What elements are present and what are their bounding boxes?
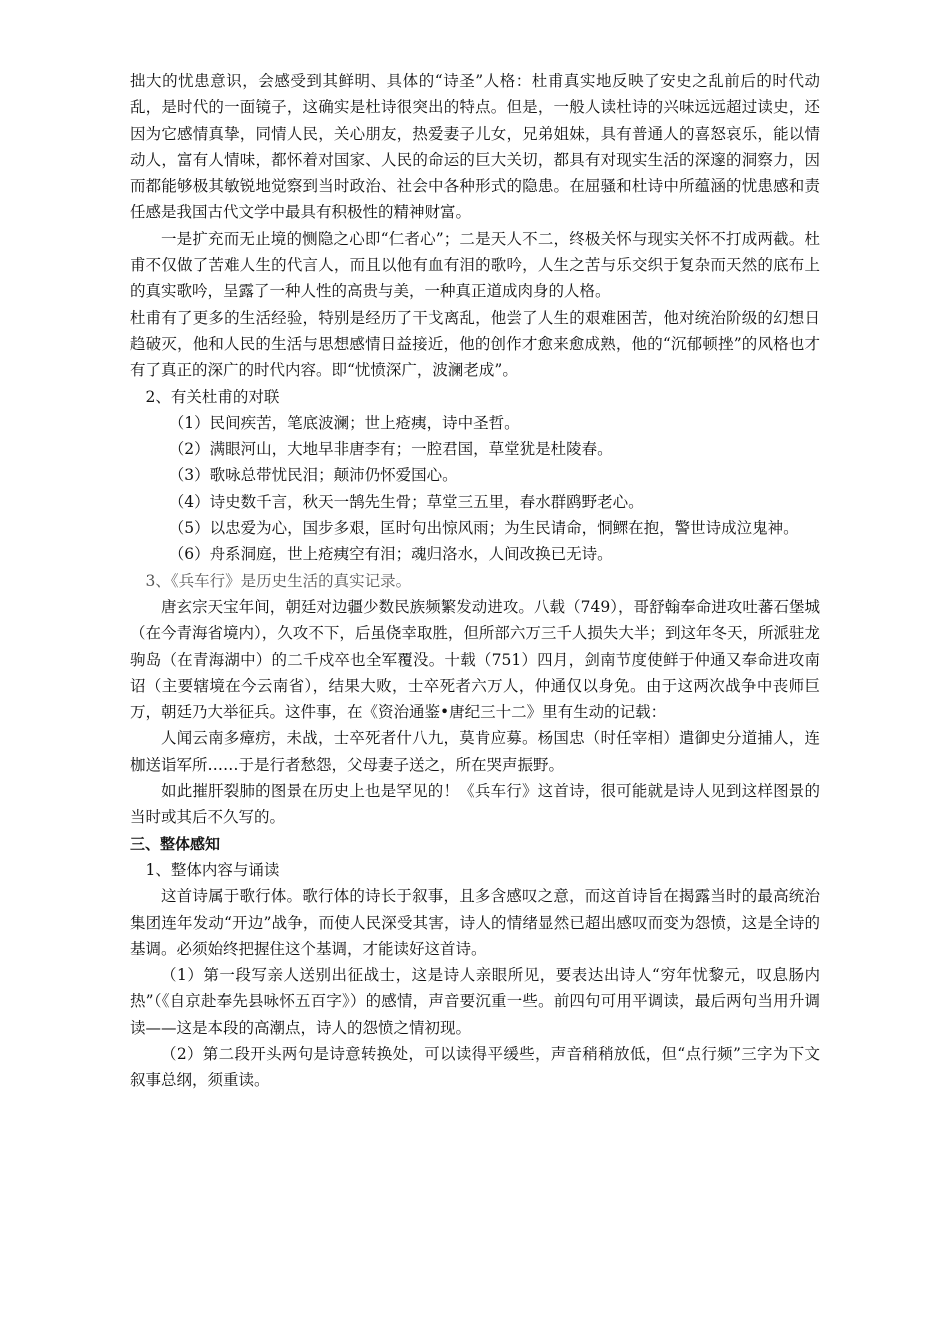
paragraph-rare-scene: 如此摧肝裂肺的图景在历史上也是罕见的！《兵车行》这首诗，很可能就是诗人见到这样图景的当时或其后不久写的。: [130, 782, 820, 827]
couplet-item-6: （6）舟系洞庭，世上疮痍空有泪；魂归洛水，人间改换已无诗。: [168, 545, 613, 564]
document-page: [130, 68, 820, 1094]
bingchexing-heading-text: 3、《兵车行》是历史生活的真实记录。: [145, 571, 412, 590]
couplet-item-5: （5）以忠爱为心，国步多艰，匡时句出惊风雨；为生民请命，恫鳏在抱，警世诗成泣鬼神。: [168, 519, 799, 538]
paragraph-genre: 这首诗属于歌行体。歌行体的诗长于叙事，且多含感叹之意，而这首诗旨在揭露当时的最高统治集团连年发动“开边”战争，而使人民深受其害，诗人的情绪显然已超出感叹而变为怨愤，这是全诗的基调。必须始终把握住这个基调，才能读好这首诗。: [130, 887, 820, 958]
couplet-item-2: （2）满眼河山，大地早非唐李有；一腔君国，草堂犹是杜陵春。: [168, 440, 613, 459]
couplet-item-4: （4）诗史数千言，秋天一鹄先生骨；草堂三五里，春水群鸥野老心。: [168, 492, 644, 511]
section-heading-bingchexing: [130, 568, 820, 594]
section-heading-recitation: 1、整体内容与诵读: [145, 860, 280, 879]
section-title-overall: 三、整体感知: [130, 834, 221, 853]
paragraph-zizhitongjian-quote: 人闻云南多瘴疠，未战，士卒死者什八九，莫肯应募。杨国忠（时任宰相）遣御史分道捕人，连枷送诣军所……于是行者愁怨，父母妻子送之，所在哭声振野。: [130, 729, 820, 774]
paragraph-poet-sage: 拙大的忧患意识，会感受到其鲜明、具体的“诗圣”人格：杜甫真实地反映了安史之乱前后的时代动乱，是时代的一面镜子，这确实是杜诗很突出的特点。但是，一般人读杜诗的兴味远远超过读史，还因为它感情真挚，同情人民，关心朋友，热爱妻子儿女，兄弟姐妹，具有普通人的喜怒哀乐，能以情动人，富有人情味，都怀着对国家、人民的命运的巨大关切，都具有对现实生活的深邃的洞察力，因而都能够极其敏锐地觉察到当时政治、社会中各种形式的隐患。在屈骚和杜诗中所蕴涵的忧患感和责任感是我国古代文学中最具有积极性的精神财富。: [130, 72, 820, 222]
paragraph-first-stanza: （1）第一段写亲人送别出征战士，这是诗人亲眼所见，要表达出诗人“穷年忧黎元，叹息肠内热”（《自京赴奉先县咏怀五百字》）的感情，声音要沉重一些。前四句可用平调读，最后两句当用升调读——这是本段的高潮点，诗人的怨愤之情初现。: [130, 966, 820, 1037]
paragraph-life-experience: 杜甫有了更多的生活经验，特别是经历了干戈离乱，他尝了人生的艰难困苦，他对统治阶级的幻想日趋破灭，他和人民的生活与思想感情日益接近，他的创作才愈来愈成熟，他的“沉郁顿挫”的风格也才有了真正的深广的时代内容。即“忧愤深广，波澜老成”。: [130, 308, 820, 380]
couplet-item-3: （3）歌咏总带忧民泪；颠沛仍怀爱国心。: [168, 466, 458, 485]
couplet-item-1: （1）民间疾苦，笔底波澜；世上疮痍，诗中圣哲。: [168, 413, 520, 432]
paragraph-benevolence: 一是扩充而无止境的恻隐之心即“仁者心”；二是天人不二，终极关怀与现实关怀不打成两截。杜甫不仅做了苦难人生的代言人，而且以他有血有泪的歌吟，人生之苦与乐交织于复杂而天然的底布上的真实歌吟，呈露了一种人性的高贵与美，一种真正道成肉身的人格。: [130, 229, 820, 301]
paragraph-tianbao-history: 唐玄宗天宝年间，朝廷对边疆少数民族频繁发动进攻。八载（749），哥舒翰奉命进攻吐蕃石堡城（在今青海省境内），久攻不下，后虽侥幸取胜，但所部六万三千人损失大半；到这年冬天，所派驻龙驹岛（在青海湖中）的二千戍卒也全军覆没。十载（751）四月，剑南节度使鲜于仲通又奉命进攻南诏（主要辖境在今云南省），结果大败，士卒死者六万人，仲通仅以身免。由于这两次战争中丧师巨万，朝廷乃大举征兵。这件事，在《资治通鉴•唐纪三十二》里有生动的记载：: [130, 597, 820, 722]
section-heading-couplets: 2、有关杜甫的对联: [145, 387, 280, 406]
paragraph-second-stanza: （2）第二段开头两句是诗意转换处，可以读得平缓些，声音稍稍放低，但“点行频”三字为下文叙事总纲，须重读。: [130, 1044, 820, 1090]
